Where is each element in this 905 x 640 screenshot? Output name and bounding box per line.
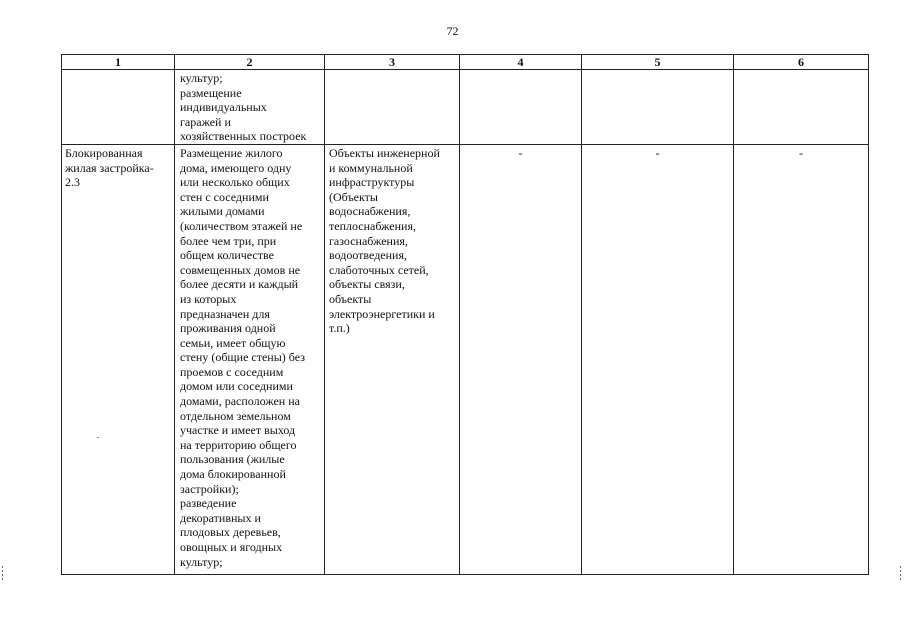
table-row [62,144,869,574]
cell-text-line: стен с соседними [180,189,269,204]
cell-text-line: газоснабжения, [329,233,408,248]
cell-text-line: общем количестве [180,248,274,263]
cell-text-line: размещение [180,85,242,100]
cell-text-line: водоотведения, [329,248,407,263]
cell-text-line: культур; [180,554,223,569]
table-cell: - [734,144,869,574]
table-cell [325,144,460,574]
cell-text-line: дома блокированной [180,467,286,482]
table-cell [62,70,175,145]
table-cell [62,144,175,574]
cell-text-line: объекты [329,291,372,306]
cell-text-line: более чем три, при [180,233,277,248]
cell-text-line: теплоснабжения, [329,218,416,233]
cell-text-line: (Объекты [329,189,378,204]
cell-text-line: инфраструктуры [329,175,415,190]
cell-text-line: совмещенных домов не [180,262,301,277]
cell-text-line: (количеством этажей не [180,218,303,233]
table-cell: - [460,144,582,574]
cell-text-line: Размещение жилого [180,145,283,160]
table-cell [175,70,325,145]
cell-text-line: дома, имеющего одну [180,160,292,175]
cell-text-line: и коммунальной [329,160,413,175]
cell-text-line: жилая застройка- [65,160,154,175]
table-cell [175,144,325,574]
cell-text-line: из которых [180,291,237,306]
cell-text-line: слаботочных сетей, [329,262,429,277]
cell-text-line: т.п.) [329,321,350,336]
column-header: 4 [460,55,582,70]
column-header: 1 [62,55,175,70]
cell-text-line: разведение [180,496,237,511]
cell-text-line: домами, расположен на [180,394,300,409]
cell-text-line: отдельном земельном [180,408,291,423]
cell-text-line: на территорию общего [180,437,297,452]
column-header: 6 [734,55,869,70]
table-cell [325,70,460,145]
cell-text-line: объекты связи, [329,277,405,292]
cell-text-line: проемов с соседним [180,364,284,379]
cell-text-line: электроэнергетики и [329,306,435,321]
page-number: 72 [446,24,459,38]
column-header: 3 [325,55,460,70]
cell-text-line: декоративных и [180,510,261,525]
cell-text-line: жилыми домами [180,204,265,219]
table-cell [582,70,734,145]
cell-text-line: культур; [180,71,223,85]
cell-text-line: стену (общие стены) без [180,350,305,365]
cell-text-line: застройки); [180,481,239,496]
cell-text-line: водоснабжения, [329,204,411,219]
cell-text-line: Блокированная [65,145,143,160]
table-cell: - [582,144,734,574]
cell-text-line: индивидуальных [180,100,267,115]
cell-text-line: проживания одной [180,321,276,336]
table-cell [734,70,869,145]
header-row [62,55,869,70]
cell-text-line: более десяти и каждый [180,277,299,292]
cell-text-line: предназначен для [180,306,270,321]
cell-text-line: овощных и ягодных [180,540,283,554]
zoning-table [61,54,869,575]
cell-text-line: или несколько общих [180,175,290,190]
column-header: 2 [175,55,325,70]
cell-text-line: семьи, имеет общую [180,335,286,350]
table-cell [460,70,582,145]
scan-edge-mark [900,566,901,580]
cell-text-line: Объекты инженерной [329,145,440,160]
cell-text-line: участке и имеет выход [180,423,296,438]
cell-text-line: пользования (жилые [180,452,285,467]
column-header: 5 [582,55,734,70]
cell-text-line: 2.3 [65,175,80,190]
scan-edge-mark [2,566,3,580]
cell-text-line: хозяйственных построек [180,129,307,144]
table-row [62,70,869,145]
cell-text-line: домом или соседними [180,379,293,394]
cell-text-line: плодовых деревьев, [180,525,281,540]
cell-text-line: гаражей и [180,114,231,129]
scan-speck [97,437,99,438]
